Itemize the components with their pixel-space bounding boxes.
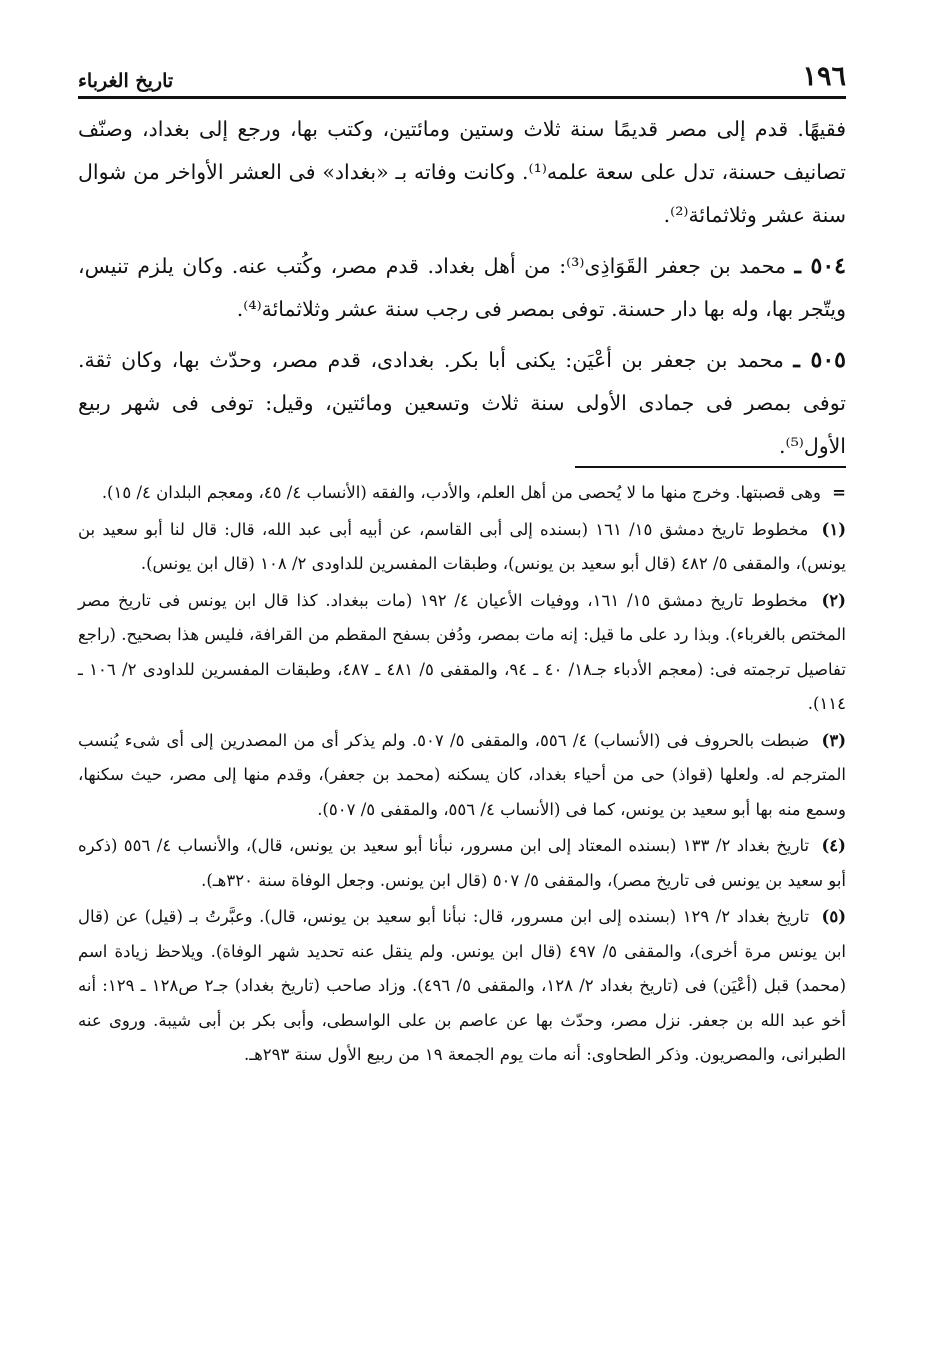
footnote-5 (78, 900, 846, 1073)
footnote-text: مخطوط تاريخ دمشق ١٥/ ١٦١ (بسنده إلى أبى القاسم، عن أبيه أبى عبد الله، قال: قال لنا أبو سعيد بن يونس)، والمقفى ٥/ ٤٨٢ (قال أبو سعيد بن يونس)، وطبقات المفسرين للداودى ٢/ ١٠٨ (قال ابن يونس). (78, 519, 846, 573)
footnote-marker: (٣) (821, 730, 846, 750)
footnote-3 (78, 724, 846, 828)
footnote-marker: (١) (821, 519, 846, 539)
main-text (78, 108, 846, 476)
entry-text: محمد بن جعفر القَوَاذِى⁽³⁾: من أهل بغداد. قدم مصر، وكُتب عنه. وكان يلزم تنيس، ويتّجر بها، وله بها دار حسنة. توفى بمصر فى رجب سنة عشر وثلاثمائة⁽⁴⁾. (78, 254, 846, 321)
footnote-marker: = (832, 483, 846, 502)
footnote-marker: (٤) (821, 836, 846, 855)
running-title: تاريخ الغرباء (78, 70, 174, 92)
entry-number: ٥٠٤ ـ (794, 253, 846, 279)
footnote-continuation (78, 476, 846, 511)
footnote-marker: (٢) (821, 590, 846, 610)
footnote-text: تاريخ بغداد ٢/ ١٣٣ (بسنده المعتاد إلى ابن مسرور، نبأنا أبو سعيد بن يونس، قال)، والأنساب ٤/ ٥٥٦ (ذكره أبو سعيد بن يونس فى تاريخ مصر)، والمقفى ٥/ ٥٠٧ (قال ابن يونس. وجعل الوفاة سنة ٣٢٠هـ). (78, 836, 846, 890)
footnote-text: وهى قصبتها. وخرج منها ما لا يُحصى من أهل العلم، والأدب، والفقه (الأنساب ٤/ ٤٥، ومعجم البلدان ٤/ ١٥). (101, 483, 821, 502)
footnote-text: تاريخ بغداد ٢/ ١٢٩ (بسنده إلى ابن مسرور، قال: نبأنا أبو سعيد بن يونس، قال). وعبَّرتُ بـ (قيل) عن (قال ابن يونس مرة أخرى)، والمقفى ٥/ ٤٩٧ (قال ابن يونس. ولم ينقل عنه تحديد شهر الوفاة). ويلاحظ زيادة اسم (محمد) قبل (أعْيَن) فى (تاريخ بغداد ٢/ ١٢٨، والمقفى ٥/ ٤٩٦). وزاد صاحب (تاريخ بغداد) جـ٢ ص١٢٨ ـ ١٢٩: أنه أخو عبد الله بن جعفر. نزل مصر، وحدّث بها عن عاصم بن على الواسطى، وأبى بكر بن أبى شيبة. وروى عنه الطبرانى، والمصريون. وذكر الطحاوى: أنه مات يوم الجمعة ١٩ من ربيع الأول سنة ٢٩٣هـ. (78, 907, 847, 1064)
page-header (78, 52, 846, 99)
entry-number: ٥٠٥ ـ (793, 347, 846, 373)
page-number: ١٩٦ (802, 61, 846, 92)
paragraph-continuation (78, 108, 846, 237)
entry-text: محمد بن جعفر بن أعْيَن: يكنى أبا بكر. بغدادى، قدم مصر، وحدّث بها، وكان ثقة. توفى بمصر فى جمادى الأولى سنة ثلاث وتسعين ومائتين، وقيل: توفى فى شهر ربيع الأول⁽⁵⁾. (78, 348, 846, 458)
footnote-2 (78, 584, 846, 722)
footnotes (78, 476, 846, 1075)
footnote-4 (78, 829, 846, 898)
footnote-1 (78, 513, 846, 582)
footnote-text: مخطوط تاريخ دمشق ١٥/ ١٦١، ووفيات الأعيان ٤/ ١٩٢ (مات ببغداد. كذا قال ابن يونس فى تاريخ مصر المختص بالغرباء). وبذا رد على ما قيل: إنه مات بمصر، ودُفن بسفح المقطم من القرافة، فليس هذا بصحيح. (راجع تفاصيل ترجمته فى: (معجم الأدباء جـ١٨/ ٤٠ ـ ٩٤، والمقفى ٥/ ٤٨١ ـ ٤٨٧، وطبقات المفسرين للداودى ٢/ ١٠٦ ـ ١١٤). (78, 590, 846, 713)
paragraph-text: فقيهًا. قدم إلى مصر قديمًا سنة ثلاث وستين ومائتين، وكتب بها، ورجع إلى بغداد، وصنّف تصانيف حسنة، تدل على سعة علمه⁽¹⁾. وكانت وفاته بـ «بغداد» فى العشر الأواخر من شوال سنة عشر وثلاثمائة⁽²⁾. (78, 117, 846, 227)
footnote-marker: (٥) (821, 907, 846, 926)
footnote-separator (575, 466, 846, 468)
footnote-text: ضبطت بالحروف فى (الأنساب) ٤/ ٥٥٦، والمقفى ٥/ ٥٠٧. ولم يذكر أى من المصدرين إلى أى شىء يُنسب المترجم له. ولعلها (قواذ) حى من أحياء بغداد، كان يسكنه (محمد بن جعفر)، وقدم منها إلى مصر، حيث سكنها، وسمع منه بها أبو سعيد بن يونس، كما فى (الأنساب ٤/ ٥٥٦، والمقفى ٥/ ٥٠٧). (78, 730, 846, 819)
entry-504 (78, 245, 846, 331)
entry-505 (78, 339, 846, 468)
